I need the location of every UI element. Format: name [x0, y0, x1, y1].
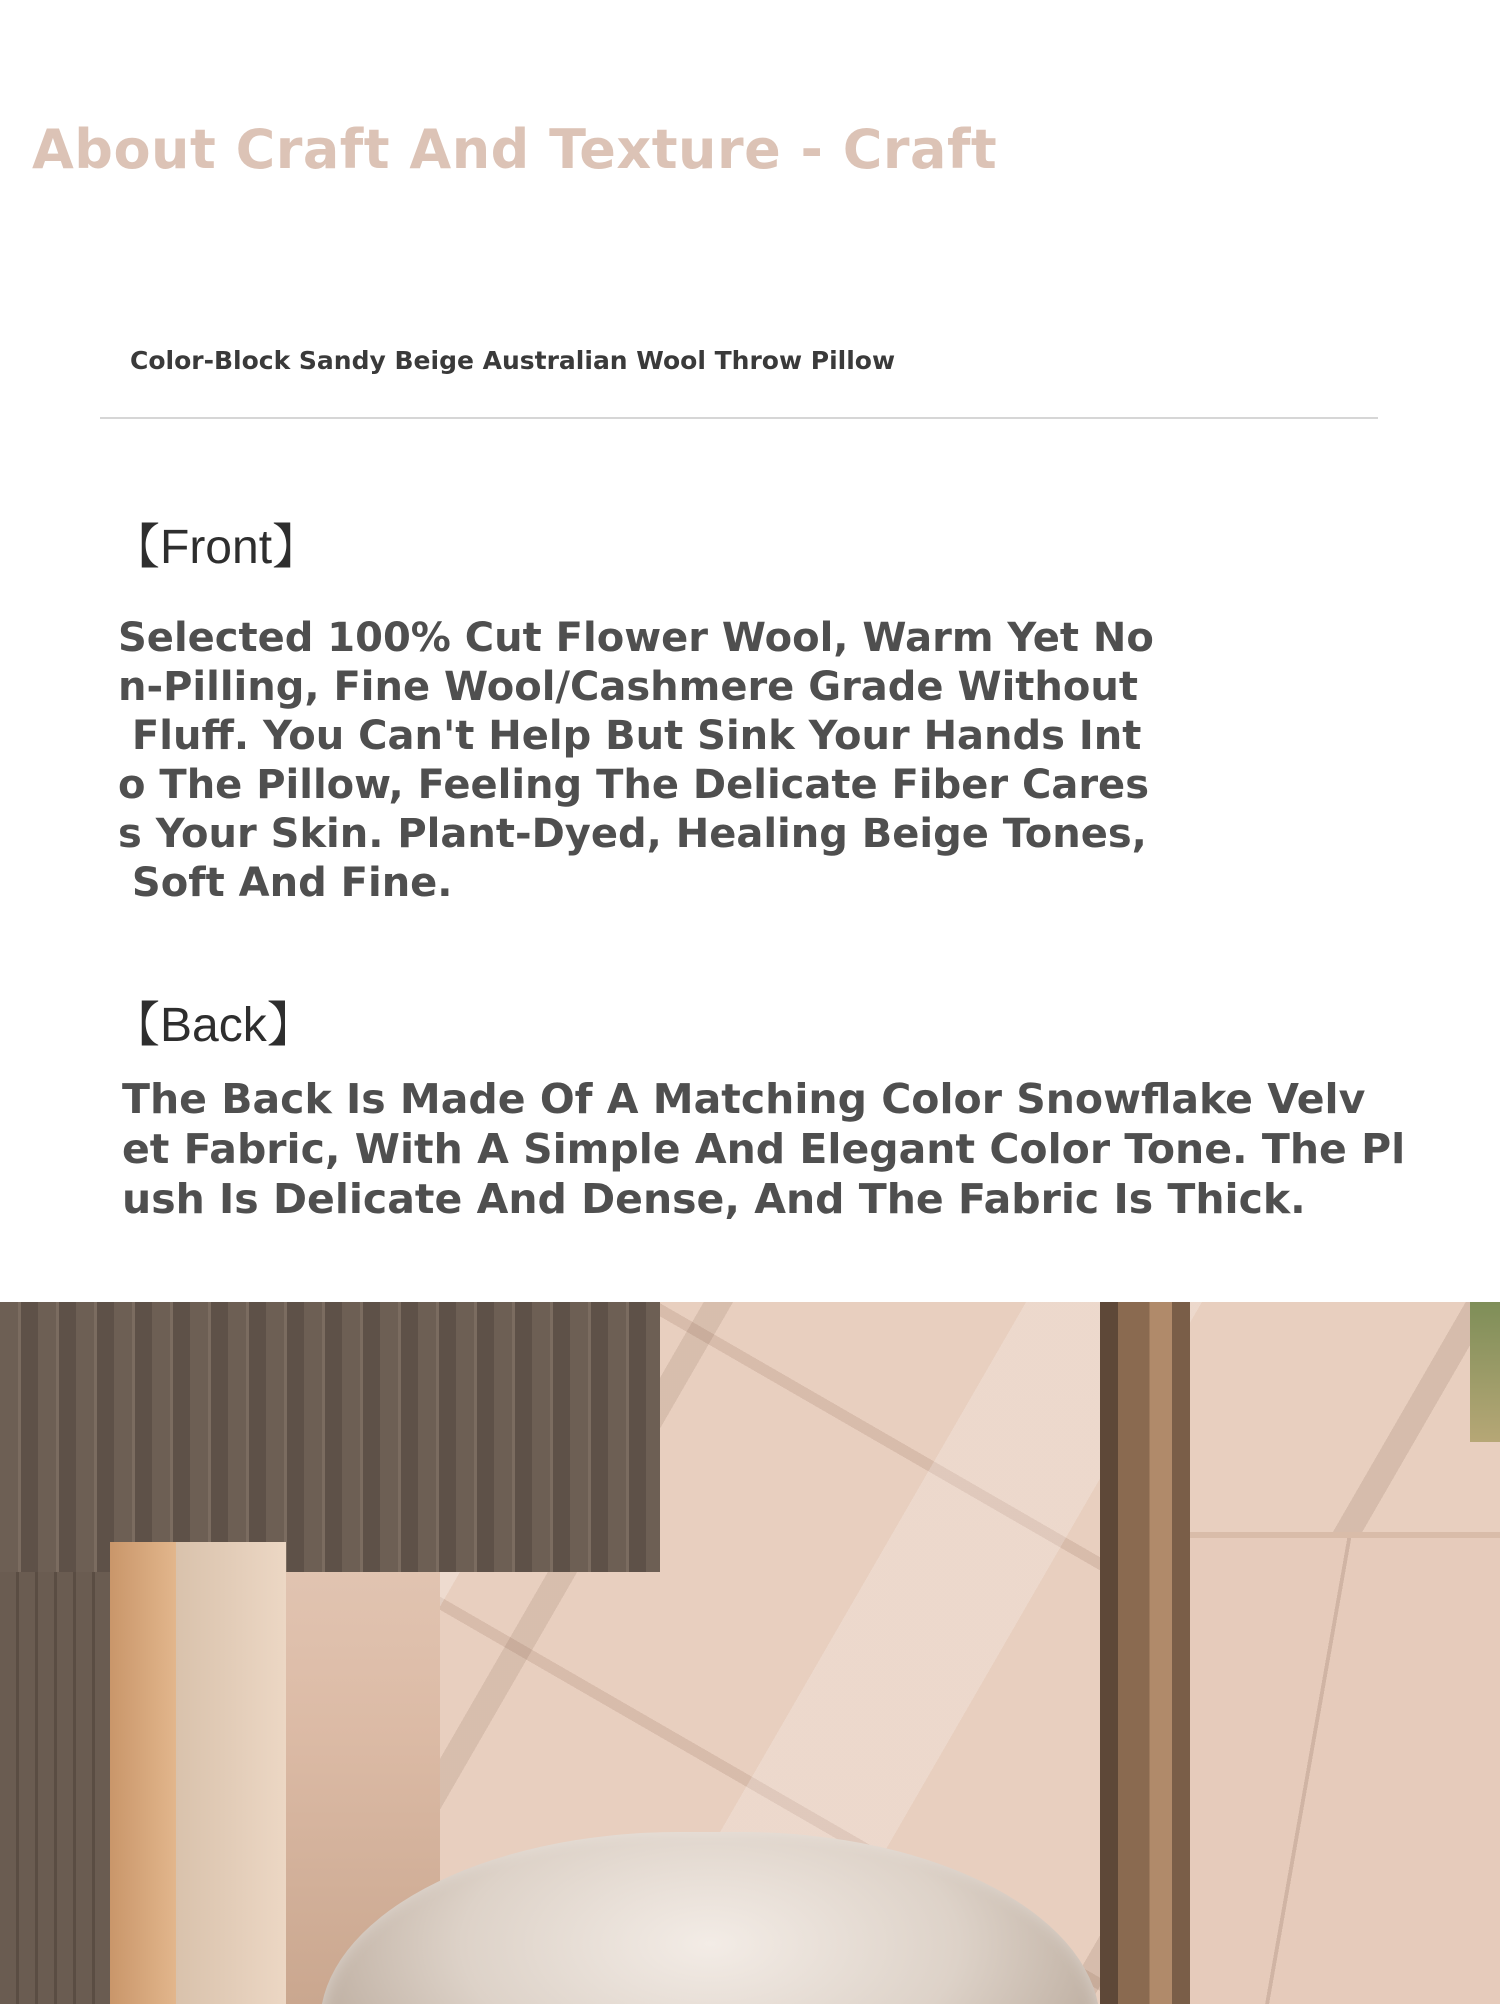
wood-slat-panel [0, 1302, 660, 1572]
text-line: o The Pillow, Feeling The Delicate Fiber Cares [118, 762, 1149, 808]
door-frame [110, 1542, 176, 2004]
text-line: Selected 100% Cut Flower Wool, Warm Yet No [118, 615, 1154, 661]
text-line: The Back Is Made Of A Matching Color Snowflake Velv [122, 1075, 1366, 1123]
stone-block [1190, 1532, 1500, 2004]
front-section-text [118, 614, 1154, 908]
product-name: Color-Block Sandy Beige Australian Wool Throw Pillow [130, 346, 896, 375]
back-section-heading: 【Back】 [112, 999, 315, 1052]
door-frame-inner [176, 1542, 286, 2004]
product-photo [0, 1302, 1500, 2004]
divider [100, 417, 1378, 419]
text-line: ush Is Delicate And Dense, And The Fabric Is Thick. [122, 1175, 1306, 1223]
front-section-heading: 【Front】 [112, 521, 321, 574]
back-section-text [122, 1074, 1405, 1224]
wooden-post [1100, 1302, 1190, 2004]
text-line: n-Pilling, Fine Wool/Cashmere Grade Without [118, 664, 1138, 710]
page-title: About Craft And Texture - Craft [32, 118, 998, 181]
text-line: Fluff. You Can't Help But Sink Your Hands Int [118, 713, 1142, 759]
text-line: s Your Skin. Plant-Dyed, Healing Beige Tones, [118, 811, 1147, 857]
text-line: et Fabric, With A Simple And Elegant Color Tone. The Pl [122, 1125, 1406, 1173]
wood-slat-panel-lower [0, 1572, 110, 2004]
text-line: Soft And Fine. [118, 860, 453, 906]
foliage [1470, 1302, 1500, 1442]
